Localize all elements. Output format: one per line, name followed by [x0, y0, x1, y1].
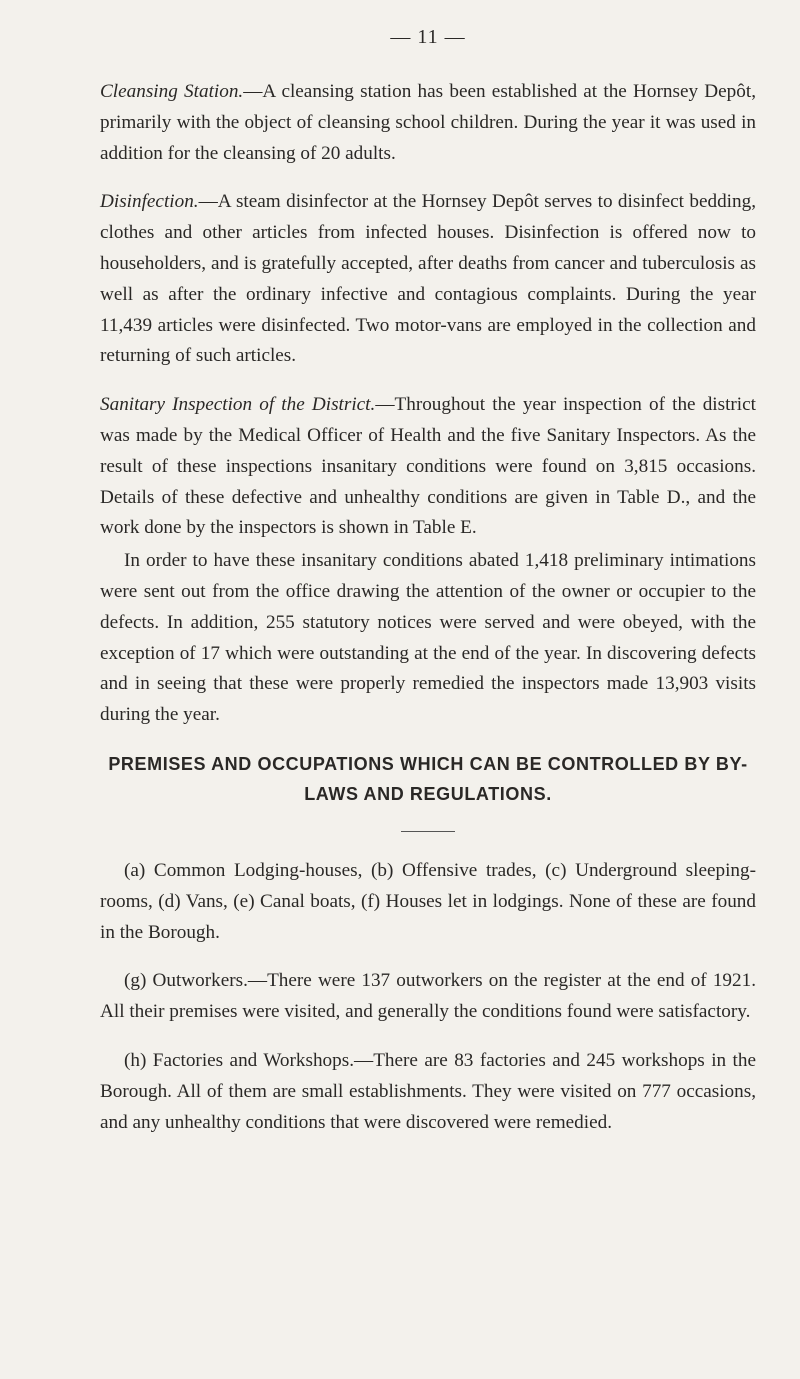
paragraph-disinfection: [100, 187, 756, 372]
section-heading: PREMISES AND OCCUPATIONS WHICH CAN BE CONTROLLED BY BY-LAWS AND REGULATIONS.: [108, 753, 748, 804]
lead-disinfection: Disinfection.: [100, 191, 199, 213]
paragraph-factories-workshops: (h) Factories and Workshops.—There are 83 factories and 245 workshops in the Borough. All of them are small establishments. They were visited on 777 occasions, and any unhealthy conditions that were discovered were remedied.: [100, 1049, 756, 1133]
section-divider: [401, 831, 455, 832]
text-sanitary-inspection: —Throughout the year inspection of the district was made by the Medical Officer of Health and the five Sanitary Inspectors. As the result of these inspections insanitary conditions were found on 3,815 occasions. Details of these defective and unhealthy conditions are given in Table D., and the work done by the inspectors is shown in Table E.: [100, 394, 756, 539]
page-number: — 11 —: [390, 26, 466, 48]
paragraph-premises-a-f: (a) Common Lodging-houses, (b) Offensive trades, (c) Underground sleeping-rooms, (d) Vans, (e) Canal boats, (f) Houses let in lodgings. None of these are found in the Borough.: [100, 859, 756, 943]
paragraph-outworkers: (g) Outworkers.—There were 137 outworkers on the register at the end of 1921. All their premises were visited, and generally the conditions found were satisfactory.: [100, 970, 756, 1023]
text-disinfection: —A steam disinfector at the Hornsey Depôt serves to disinfect bedding, clothes and other articles from infected houses. Disinfection is offered now to householders, and is gratefully accepted, after deaths from cancer and tuberculosis as well as after the ordinary infective and contagious complaints. During the year 11,439 articles were disinfected. Two motor-vans are employed in the collection and returning of such articles.: [100, 191, 756, 367]
paragraph-cleansing-station: [100, 77, 756, 169]
lead-sanitary-inspection: Sanitary Inspection of the District.: [100, 394, 376, 416]
lead-cleansing-station: Cleansing Station.: [100, 81, 244, 102]
text-cleansing-station: —A cleansing station has been established at the Hornsey Depôt, primarily with the object of cleansing school children. During the year it was used in addition for the cleansing of 20 adults.: [100, 81, 756, 164]
paragraph-intimations: In order to have these insanitary conditions abated 1,418 preliminary intimations were sent out from the office drawing the attention of the owner or occupier to the defects. In addition, 255 statutory notices were served and were obeyed, with the exception of 17 which were outstanding at the end of the year. In discovering defects and in seeing that these were properly remedied the inspectors made 13,903 visits during the year.: [100, 550, 756, 726]
paragraph-sanitary-inspection: [100, 390, 756, 544]
